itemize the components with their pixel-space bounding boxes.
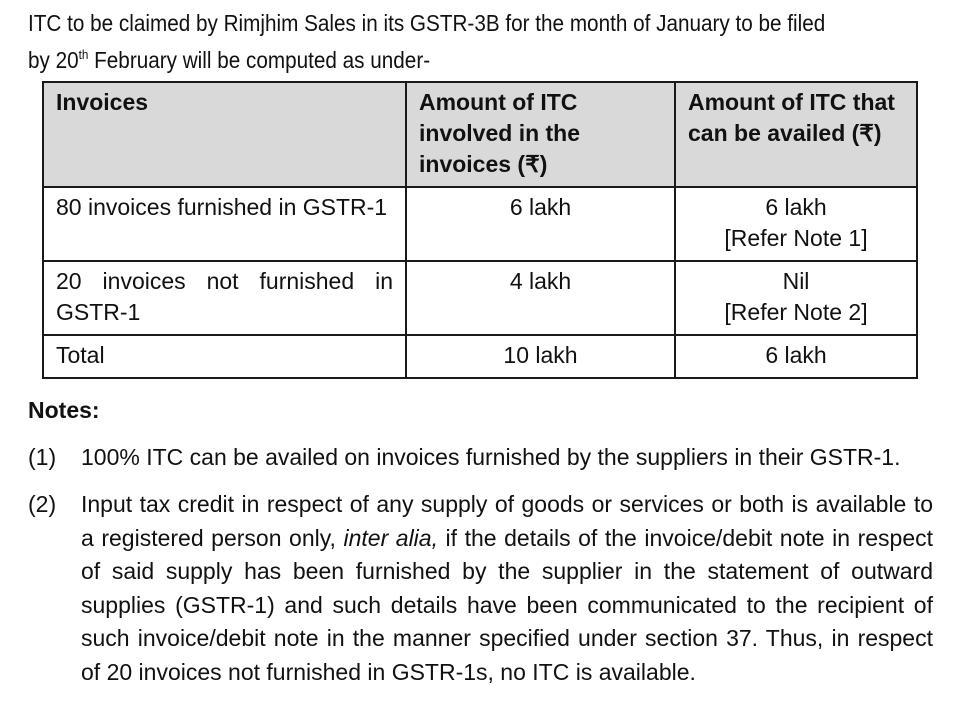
cell-availed-value: 6 lakh — [765, 342, 827, 368]
cell-availed — [675, 261, 917, 335]
cell-amount: 6 lakh — [406, 187, 675, 261]
note-number: (1) — [28, 444, 57, 470]
header-amount-availed: Amount of ITC that can be availed (₹) — [675, 82, 917, 187]
note-text-post: if the details of the invoice/debit note in respect of said supply has been furnished by the supplier in the statement of outward supplies (GSTR-1) and such details have been communicated to the recipient of such invoice/debit note in the manner specified under section 37. Thus, in respect of 20 invoices not furnished in GSTR-1s, no ITC is available. — [81, 524, 934, 685]
cell-availed-value: 6 lakh — [765, 194, 827, 220]
cell-availed — [675, 335, 917, 378]
intro-line-2 — [28, 39, 935, 76]
table-row — [43, 187, 917, 261]
cell-availed — [675, 187, 917, 261]
intro-line-2-post: February will be computed as under- — [88, 47, 431, 73]
cell-availed-note: [Refer Note 2] — [724, 299, 868, 325]
header-invoices: Invoices — [43, 82, 406, 187]
note-number: (2) — [28, 491, 57, 517]
cell-invoices: 80 invoices furnished in GSTR-1 — [43, 187, 406, 261]
table-row-total — [43, 335, 917, 378]
intro-line-2-pre: by 20 — [28, 47, 79, 73]
itc-table — [42, 81, 918, 379]
intro-line-1: ITC to be claimed by Rimjhim Sales in its GSTR-3B for the month of January to be filed — [28, 10, 826, 36]
header-amount-involved: Amount of ITC involved in the invoices (₹) — [406, 82, 675, 187]
cell-availed-note: [Refer Note 1] — [724, 225, 868, 251]
note-text-pre: Input tax credit in respect of any supply of goods or services or both is available to a registered person only, — [81, 491, 933, 551]
cell-availed-value: Nil — [782, 268, 810, 294]
cell-amount: 10 lakh — [406, 335, 675, 378]
table-row — [43, 261, 917, 335]
cell-invoices: 20 invoices not furnished in GSTR-1 — [43, 261, 406, 335]
note-text-italic: inter alia, — [343, 524, 438, 551]
table-header-row — [43, 82, 917, 187]
cell-amount: 4 lakh — [406, 261, 675, 335]
intro-paragraph — [28, 8, 935, 76]
notes-title: Notes: — [28, 397, 100, 423]
cell-invoices: Total — [43, 335, 406, 378]
note-text — [81, 488, 933, 689]
intro-superscript: th — [78, 47, 89, 62]
note-text: 100% ITC can be availed on invoices furnished by the suppliers in their GSTR-1. — [81, 444, 901, 470]
